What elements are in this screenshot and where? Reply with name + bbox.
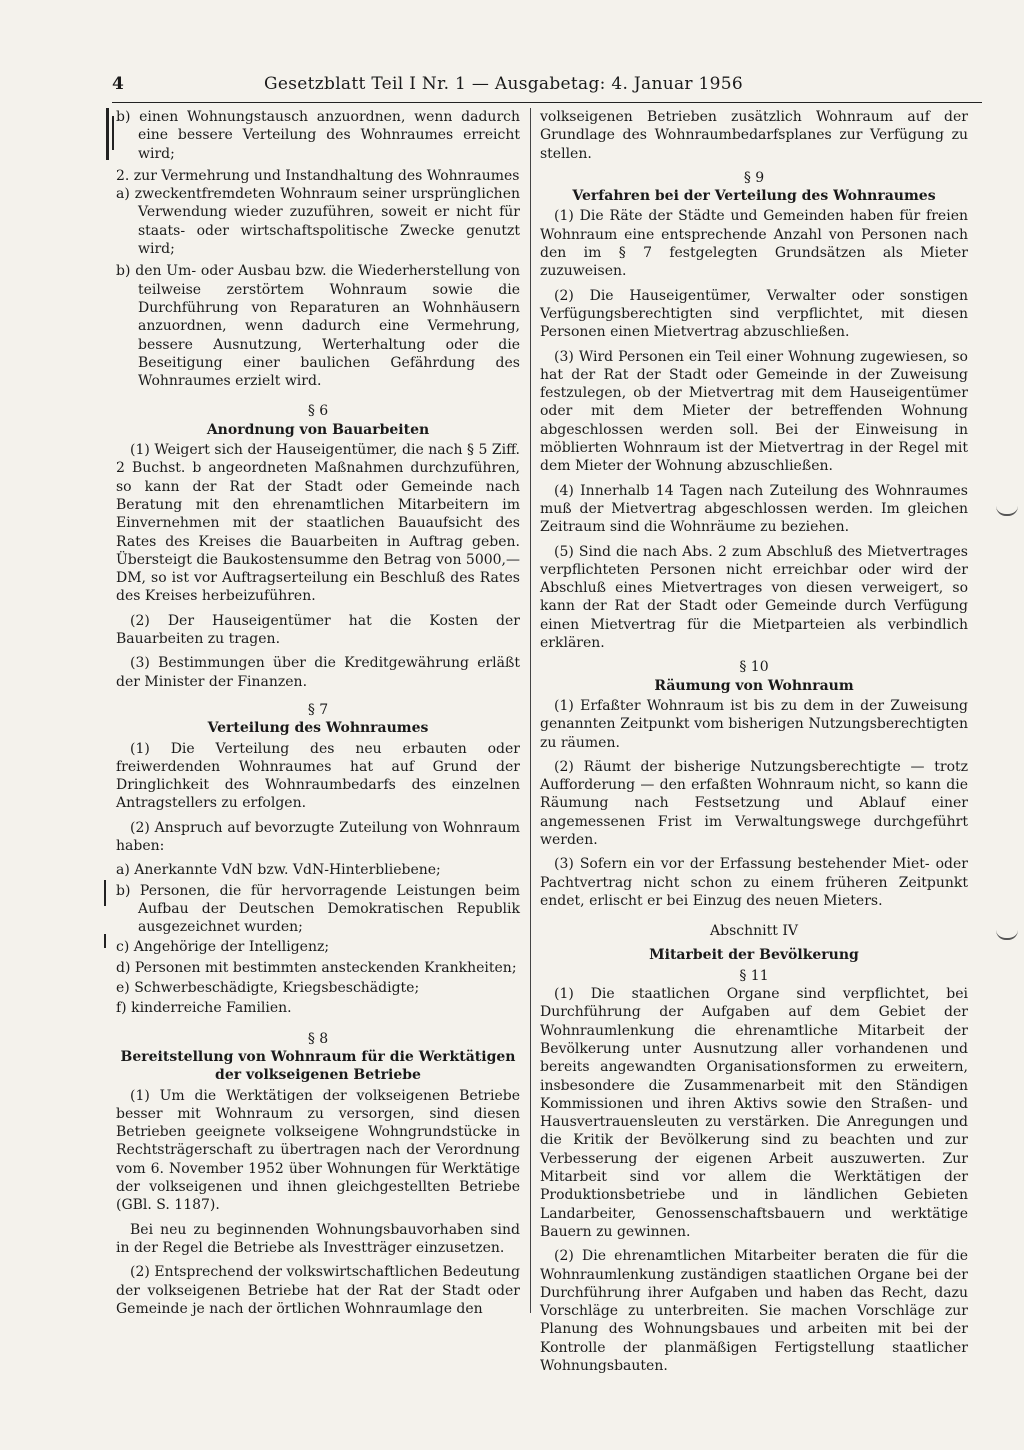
paragraph: (2) Räumt der bisherige Nutzungsberechtigte — trotz Aufforderung — den erfaßten Wohnraum nicht, so kann die Räumung nach Festsetzung und Ablauf einer angemessenen Frist im Verwaltungswege durchgeführt werden. (540, 758, 968, 848)
paragraph: (1) Um die Werktätigen der volkseigenen Betriebe besser mit Wohnraum zu versorgen, sind diesen Betrieben geeignete volkseigene Wohngrundstücke in Rechtsträgerschaft zu übertragen nach der Verordnung vom 6. November 1952 über Wohnungen für Werktätige der volkseigenen und ihnen gleichgestellten Betriebe (GBl. S. 1187). (116, 1087, 520, 1214)
margin-marker (104, 934, 106, 948)
section-sign: § 9 (743, 169, 765, 186)
paragraph: (1) Die staatlichen Organe sind verpflichtet, bei Durchführung der Aufgaben auf dem Gebiet der Wohnraumlenkung die ehrenamtliche Mitarbeit der Bevölkerung unter Ausnutzung aller vorhandenen und bereits angewandten Organisationsformen zu erweitern, insbesondere die Zusammenarbeit mit den Ständigen Kommissionen und ihren Aktivs sowie den Straßen- und Hausvertrauensleuten zu verstärken. Die Anregungen und die Kritik der Bevölkerung sind zu beachten und zur Verbesserung der eigenen Arbeit auszuwerten. Zur Mitarbeit sind vor allem die Werktätigen der Produktionsbetriebe und in ländlichen Gebieten Landarbeiter, Genossenschaftsbauern und werktätige Bauern zu gewinnen. (540, 986, 968, 1240)
page-header (112, 72, 982, 103)
paragraph: volkseigenen Betrieben zusätzlich Wohnraum auf der Grundlage des Wohnraumbedarfsplanes zur Verfügung zu stellen. (540, 109, 968, 162)
section-heading: Räumung von Wohnraum (654, 677, 854, 694)
paragraph: (5) Sind die nach Abs. 2 zum Abschluß des Mietvertrages verpflichteten Personen nicht erreichbar oder wird der Abschluß eines Mietvertrages von diesen verweigert, so kann der Rat der Stadt oder Gemeinde durch Verfügung einen Mietvertrag für die Mietparteien als verbindlich erklären. (540, 543, 968, 652)
paragraph: (3) Wird Personen ein Teil einer Wohnung zugewiesen, so hat der Rat der Stadt oder Gemeinde in der Zuweisung festzulegen, ob der Mietvertrag mit dem Hauseigentümer oder mit dem Mieter der betreffenden Wohnung abgeschlossen werden soll. Bei der Einweisung in möblierten Wohnraum ist der Mietvertrag in der Regel mit dem Mieter der Wohnung abzuschließen. (540, 348, 968, 475)
paragraph: (2) Die Hauseigentümer, Verwalter oder sonstigen Verfügungsberechtigten sind verpflichtet, mit diesen Personen einen Mietvertrag abzuschließen. (540, 287, 968, 341)
list-item: b) Personen, die für hervorragende Leistungen beim Aufbau der Deutschen Demokratischen Republik ausgezeichnet wurden; (116, 882, 520, 936)
paragraph: (1) Erfaßter Wohnraum ist bis zu dem in der Zuweisung genannten Zeitpunkt vom bisherigen Nutzungsberechtigten zu räumen. (540, 697, 968, 751)
section-sign: § 10 (739, 659, 769, 676)
list-item: a) Anerkannte VdN bzw. VdN-Hinterbliebene; (116, 862, 441, 879)
section-sign: § 11 (739, 967, 769, 984)
section-heading: Bereitstellung von Wohnraum für die Werktätigen der volkseigenen Betriebe (120, 1048, 516, 1084)
margin-curve (996, 930, 1018, 940)
list-item: a) zweckentfremdeten Wohnraum seiner ursprünglichen Verwendung wieder zuzuführen, soweit er nicht für staats- oder wirtschaftspolitische Zwecke genutzt wird; (116, 186, 520, 258)
chapter-label: Abschnitt IV (710, 923, 798, 940)
list-item: b) den Um- oder Ausbau bzw. die Wiederherstellung von teilweise zerstörtem Wohnraum sowie die Durchführung von Reparaturen an Wohnhäusern anzuordnen, wenn dadurch eine Vermehrung, bessere Ausnutzung, Werterhaltung oder die Beseitigung einer baulichen Gefährdung des Wohnraumes erzielt wird. (116, 263, 520, 390)
paragraph: Bei neu zu beginnenden Wohnungsbauvorhaben sind in der Regel die Betriebe als Investträger einzusetzen. (116, 1221, 520, 1256)
list-item: c) Angehörige der Intelligenz; (116, 939, 330, 956)
paragraph: (4) Innerhalb 14 Tagen nach Zuteilung des Wohnraumes muß der Mietvertrag abgeschlossen werden. Im gleichen Zeitraum sind die Wohnräume zu beziehen. (540, 482, 968, 536)
section-sign: § 8 (307, 1030, 329, 1047)
chapter-heading: Mitarbeit der Bevölkerung (649, 947, 859, 964)
list-item: 2. zur Vermehrung und Instandhaltung des Wohnraumes (116, 167, 520, 184)
list-item: b) einen Wohnungstausch anzuordnen, wenn dadurch eine bessere Verteilung des Wohnraumes erreicht wird; (116, 109, 520, 162)
paragraph: (2) Der Hauseigentümer hat die Kosten der Bauarbeiten zu tragen. (116, 612, 520, 648)
list-item: d) Personen mit bestimmten ansteckenden Krankheiten; (116, 959, 517, 976)
section-sign: § 7 (307, 701, 329, 718)
paragraph: (1) Weigert sich der Hauseigentümer, die nach § 5 Ziff. 2 Buchst. b angeordneten Maßnahmen durchzuführen, so kann der Rat der Stadt oder Gemeinde nach Beratung mit den ehrenamtlichen Mitarbeitern im Einvernehmen mit der staatlichen Bauaufsicht des Rates des Kreises die Bauarbeiten in Auftrag geben. Übersteigt die Baukostensumme den Betrag von 5000,— DM, so ist vor Auftragserteilung ein Beschluß des Rates des Kreises herbeizuführen. (116, 442, 520, 605)
list-item: e) Schwerbeschädigte, Kriegsbeschädigte; (116, 980, 420, 997)
paragraph: (2) Entsprechend der volkswirtschaftlichen Bedeutung der volkseigenen Betriebe hat der Rat der Stadt oder Gemeinde je nach der örtlichen Wohnraumlage den (116, 1264, 520, 1317)
page-number: 4 (112, 74, 124, 94)
paragraph: (3) Sofern ein vor der Erfassung bestehender Miet- oder Pachtvertrag nicht schon zu einem früheren Zeitpunkt endet, erlischt er bei Einzug des neuen Mieters. (540, 856, 968, 909)
paragraph: (1) Die Räte der Städte und Gemeinden haben für freien Wohnraum eine entsprechende Anzahl von Personen nach den im § 7 festgelegten Grundsätzen als Mieter zuzuweisen. (540, 208, 968, 280)
header-title: Gesetzblatt Teil I Nr. 1 — Ausgabetag: 4. Januar 1956 (264, 74, 743, 94)
margin-marker (106, 108, 109, 160)
right-column (540, 108, 968, 1381)
margin-marker (112, 116, 114, 150)
left-column (116, 108, 520, 1324)
margin-marker (104, 880, 106, 906)
section-heading: Verfahren bei der Verteilung des Wohnraumes (572, 188, 936, 205)
list-item: f) kinderreiche Familien. (116, 1000, 292, 1017)
section-sign: § 6 (307, 403, 329, 420)
paragraph: (2) Anspruch auf bevorzugte Zuteilung von Wohnraum haben: (116, 819, 520, 854)
margin-curve (996, 506, 1018, 516)
paragraph: (1) Die Verteilung des neu erbauten oder freiwerdenden Wohnraumes hat auf Grund der Dringlichkeit des Wohnraumbedarfs des einzelnen Antragstellers zu erfolgen. (116, 740, 520, 812)
section-heading: Verteilung des Wohnraumes (207, 720, 429, 737)
section-heading: Anordnung von Bauarbeiten (206, 421, 430, 438)
column-divider (530, 108, 531, 1313)
paragraph: (3) Bestimmungen über die Kreditgewährung erläßt der Minister der Finanzen. (116, 655, 520, 690)
paragraph: (2) Die ehrenamtlichen Mitarbeiter beraten die für die Wohnraumlenkung zuständigen staatlichen Organe bei der Durchführung ihrer Aufgaben und haben das Recht, dazu Vorschläge zu unterbreiten. Sie machen Vorschläge zur Planung des Wohnungsbaues und arbeiten mit bei der Kontrolle der planmäßigen Fertigstellung staatlicher Wohnungsbauten. (540, 1248, 968, 1374)
